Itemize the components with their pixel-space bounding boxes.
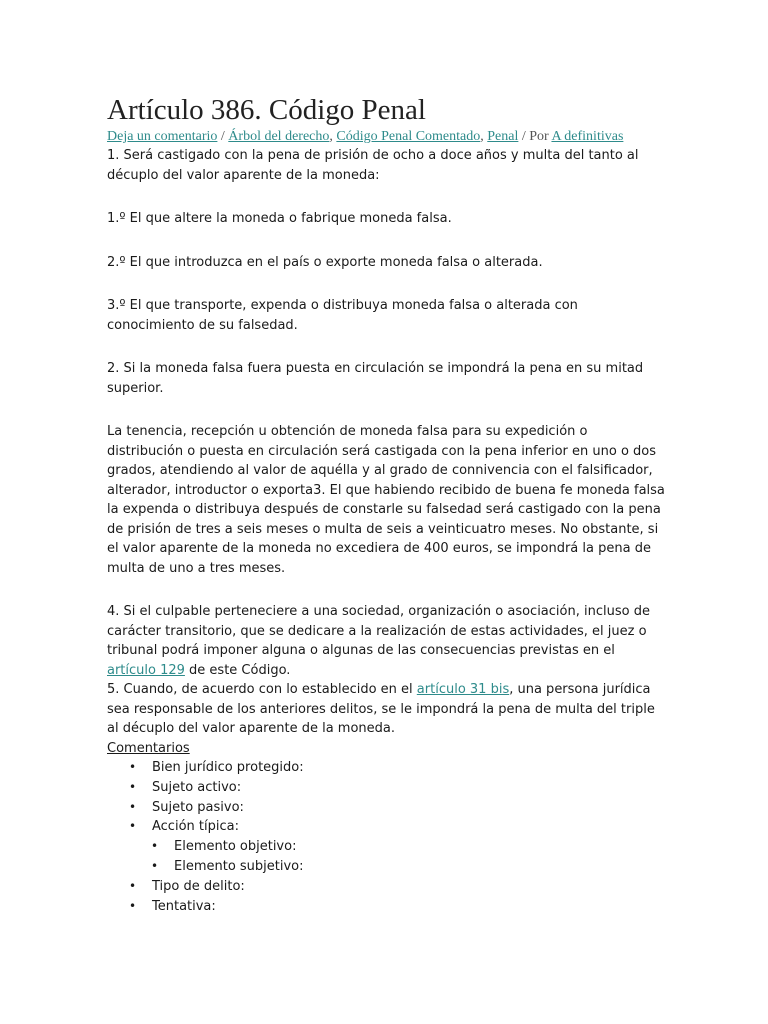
meta-separator: / bbox=[217, 129, 229, 144]
category-link-penal[interactable]: Penal bbox=[487, 129, 519, 144]
paragraph-1-2: 2.º El que introduzca en el país o exporte moneda falsa o alterada. bbox=[107, 254, 543, 270]
paragraph-5-text: 5. Cuando, de acuerdo con lo establecido en el bbox=[107, 682, 417, 697]
paragraph-5-tail: , una persona jurídica sea responsable de los anteriores delitos, se le impondrá la pena de multa del triple al décuplo del valor aparente de la moneda. bbox=[107, 682, 655, 736]
meta-comma: , bbox=[480, 129, 488, 144]
page-title: Artículo 386. Código Penal bbox=[107, 94, 426, 126]
paragraph-1: 1. Será castigado con la pena de prisión de ocho a doce años y multa del tanto al décuplo del valor aparente de la moneda: bbox=[107, 148, 639, 183]
paragraph-tenencia: La tenencia, recepción u obtención de moneda falsa para su expedición o distribución o puesta en circulación será castigada con la pena inferior en uno o dos grados, atendiendo al valor de aquélla y al grado de connivencia con el falsificador, alterador, introductor o exporta3. El que habiendo recibido de buena fe moneda falsa la expenda o distribuya después de constarle su falsedad será castigado con la pena de prisión de tres a seis meses o multa de seis a veinticuatro meses. No obstante, si el valor aparente de la moneda no excediera de 400 euros, se impondrá la pena de multa de uno a tres meses. bbox=[107, 424, 665, 576]
paragraph-1-3: 3.º El que transporte, expenda o distribuya moneda falsa o alterada con conocimiento de su falsedad. bbox=[107, 298, 578, 333]
list-item: • Bien jurídico protegido: bbox=[107, 758, 667, 778]
list-item: • Tentativa: bbox=[107, 897, 667, 917]
comentarios-heading: Comentarios bbox=[107, 740, 190, 756]
articulo-129-link[interactable]: artículo 129 bbox=[107, 662, 185, 678]
list-subitem: • Elemento subjetivo: bbox=[107, 857, 667, 877]
author-link[interactable]: A definitivas bbox=[551, 129, 624, 144]
paragraph-4-tail: de este Código. bbox=[184, 662, 291, 678]
paragraph-4-text: 4. Si el culpable perteneciere a una sociedad, organización o asociación, incluso de carácter transitorio, que se dedicare a la realización de estas actividades, el juez o tribunal podrá imponer alguna o algunas de las consecuencias previstas en el bbox=[107, 604, 650, 658]
category-link-arbol[interactable]: Árbol del derecho bbox=[228, 129, 330, 144]
meta-by: / Por bbox=[518, 129, 552, 144]
meta-comma: , bbox=[329, 129, 337, 144]
list-item: • Tipo de delito: bbox=[107, 877, 667, 897]
paragraph-2: 2. Si la moneda falsa fuera puesta en circulación se impondrá la pena en su mitad superior. bbox=[107, 361, 644, 396]
list-item: • Sujeto activo: bbox=[107, 778, 667, 798]
post-meta bbox=[107, 128, 667, 146]
list-item: • Acción típica: bbox=[107, 817, 667, 837]
comment-link[interactable]: Deja un comentario bbox=[107, 129, 218, 144]
paragraph-5 bbox=[107, 680, 667, 739]
articulo-31-bis-link[interactable]: artículo 31 bis bbox=[416, 682, 510, 697]
paragraph-1-1: 1.º El que altere la moneda o fabrique moneda falsa. bbox=[107, 211, 452, 226]
category-link-codigo-penal-comentado[interactable]: Código Penal Comentado bbox=[336, 129, 481, 144]
list-item: • Sujeto pasivo: bbox=[107, 798, 667, 818]
list-subitem: • Elemento objetivo: bbox=[107, 837, 667, 857]
paragraph-4 bbox=[107, 602, 667, 680]
article-page bbox=[107, 92, 667, 916]
comentarios-list bbox=[107, 758, 667, 916]
